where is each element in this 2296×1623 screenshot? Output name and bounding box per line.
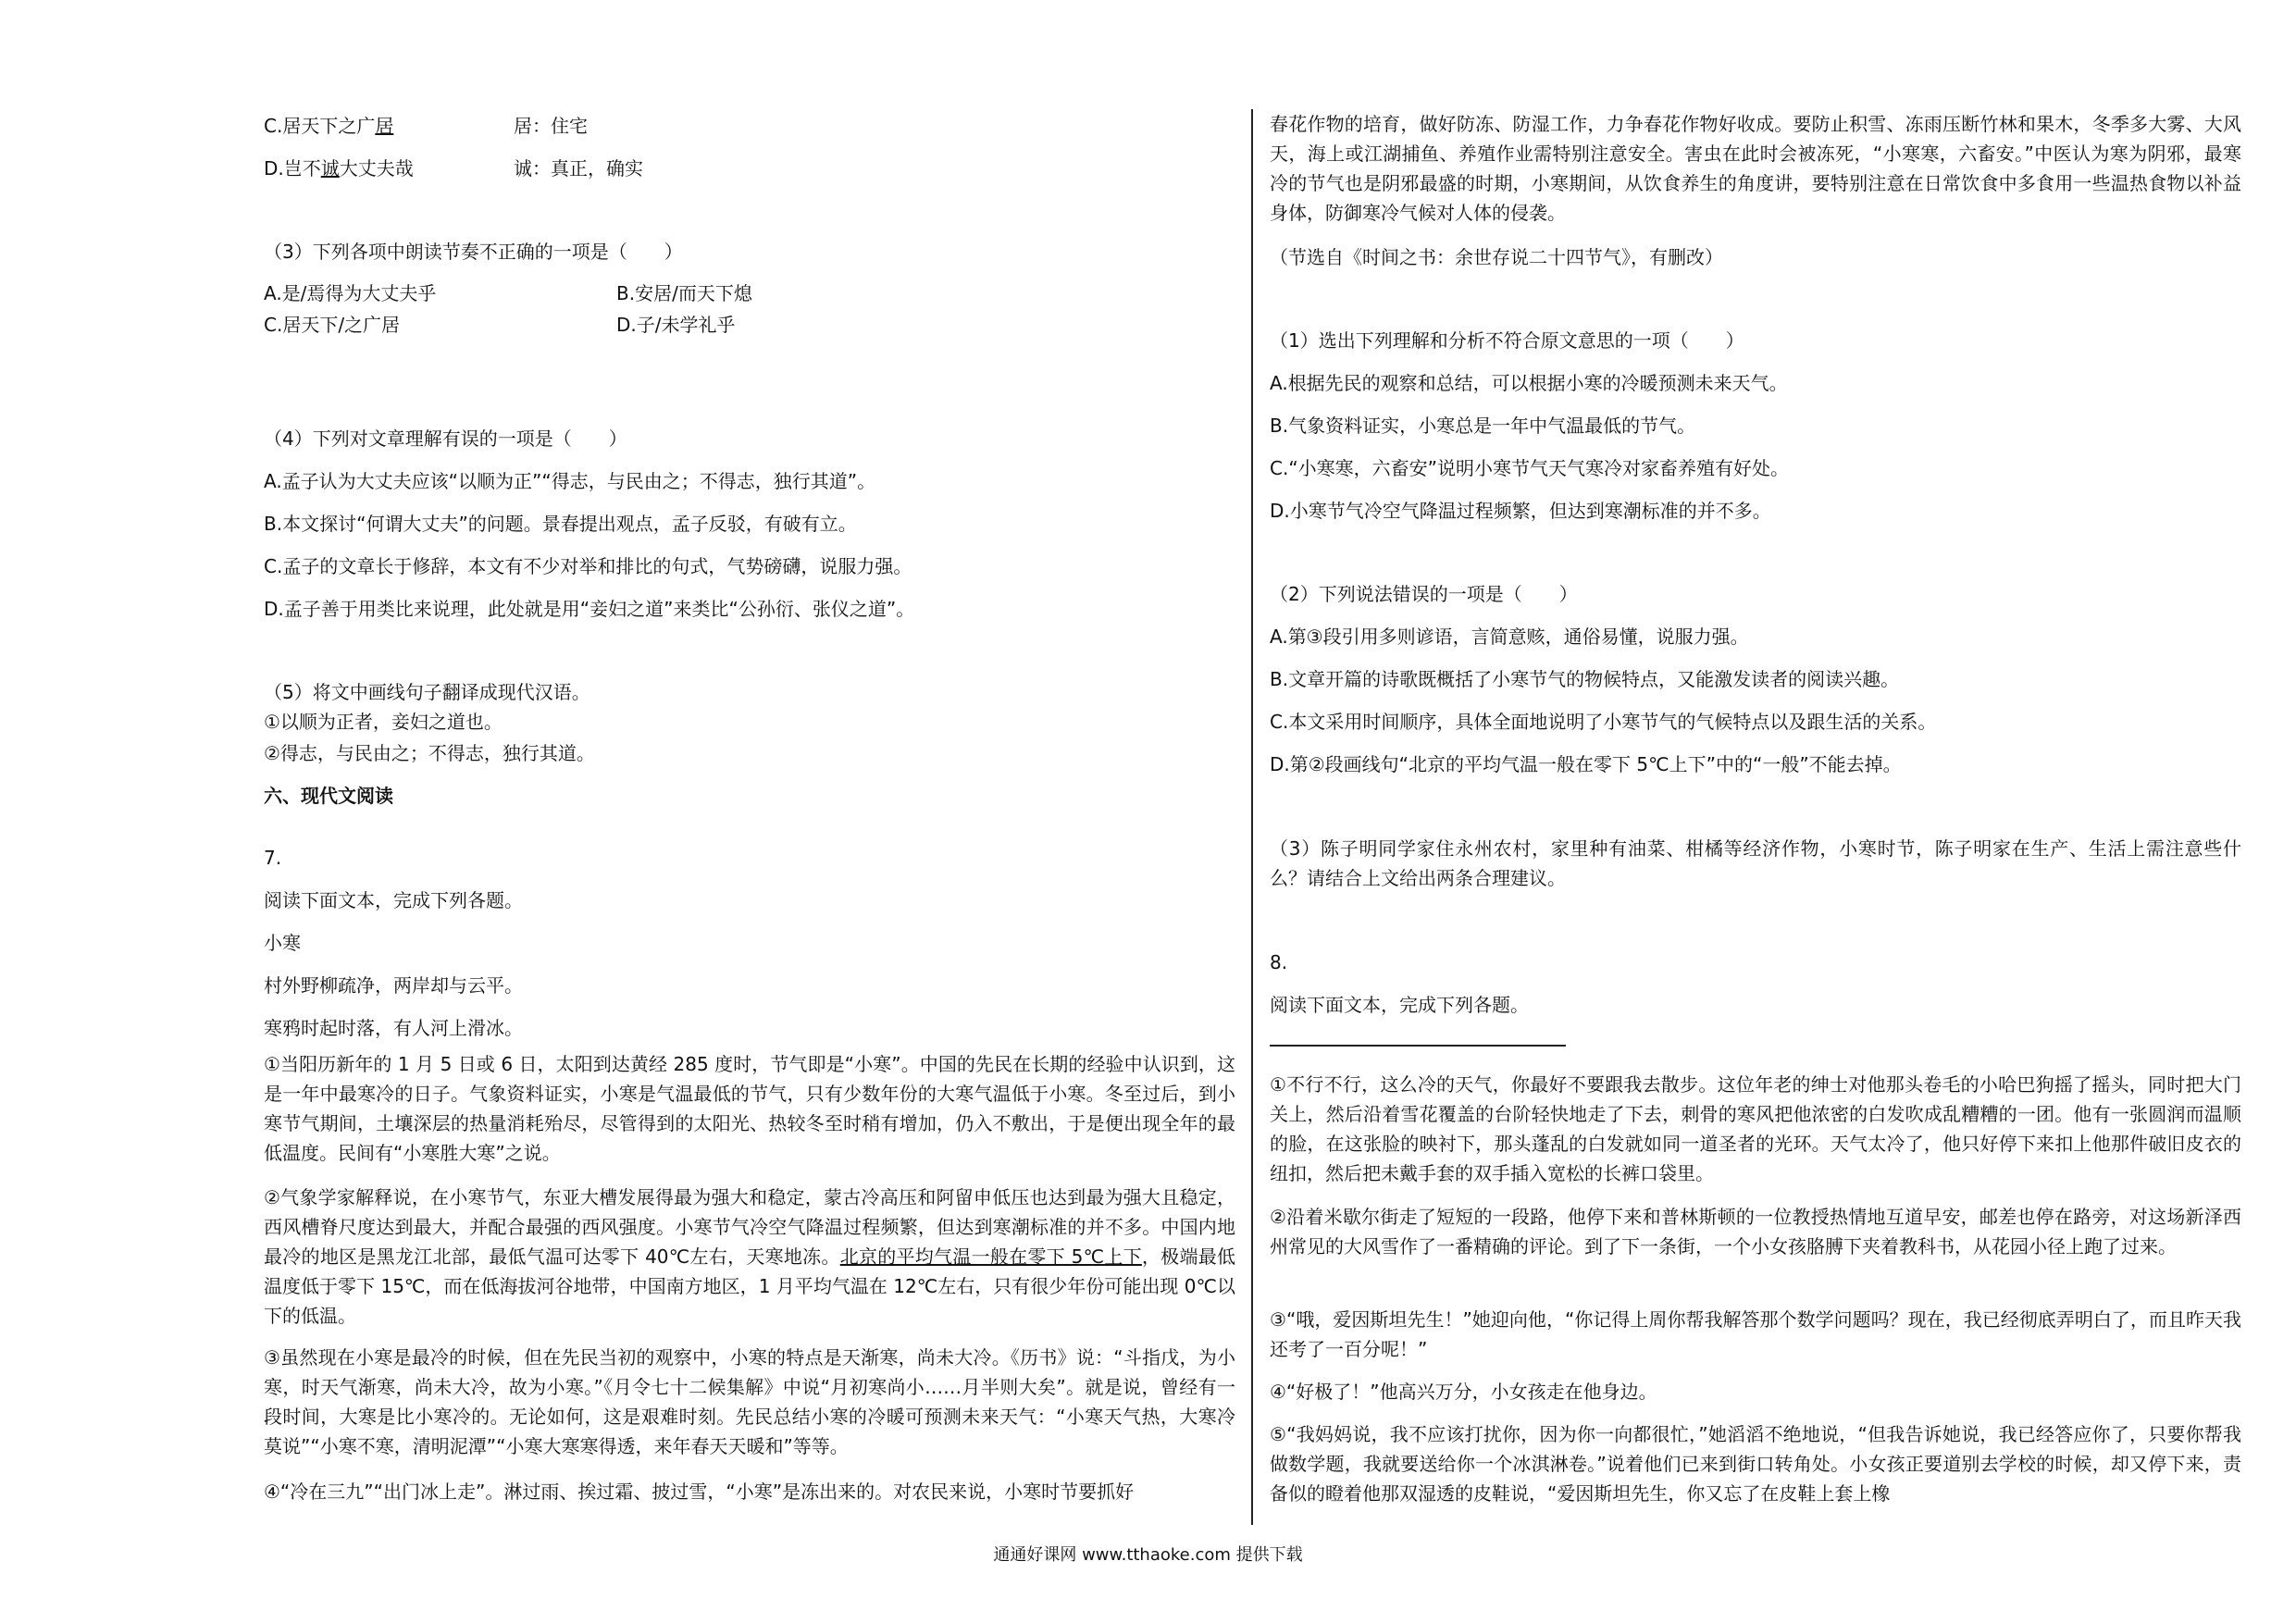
right-question-2-option-a: A.第③段引用多则谚语，言简意赅，通俗易懂，说服力强。: [1270, 626, 1749, 648]
article-paragraph-3: ③虽然现在小寒是最冷的时候，但在先民当初的观察中，小寒的特点是天渐寒，尚未大冷。《历书》说：“斗指戊，为小寒，时天气渐寒，尚未大冷，故为小寒。”《月令七十二候集解》中说“月初寒尚小……月半则大矣”。就是说，曾经有一段时间，大寒是比小寒冷的。无论如何，这是艰难时刻。先民总结小寒的冷暖可预测未来天气：“小寒天气热，大寒冷莫说”“小寒不寒，清明泥潭”“小寒大寒寒得透，来年春天天暖和”等等。: [264, 1346, 1235, 1457]
question-8-intro: 阅读下面文本，完成下列各题。: [1270, 994, 1529, 1016]
right-question-1-stem: （1）选出下列理解和分析不符合原文意思的一项（ ）: [1270, 329, 1744, 352]
question-4-option-c: C.孟子的文章长于修辞，本文有不少对举和排比的句式，气势磅礴，说服力强。: [264, 555, 912, 577]
question-5-sentence-1: ①以顺为正者，妾妇之道也。: [264, 711, 503, 733]
paragraph-2-text: ②气象学家解释说，在小寒节气，东亚大槽发展得最为强大和稳定，蒙古冷高压和阿留申低压也达到最为强大且稳定，西风槽脊尺度达到最大，并配合最强的西风强度。小寒节气冷空气降温过程频繁，但达到寒潮标准的并不多。中国内地最冷的地区是黑龙江北部，最低气温可达零下 40℃左右，天寒地冻。: [264, 1186, 1235, 1268]
story-paragraph-4: ④“好极了！”他高兴万分，小女孩走在他身边。: [1270, 1381, 1657, 1403]
question-4-option-b: B.本文探讨“何谓大丈夫”的问题。景春提出观点，孟子反驳，有破有立。: [264, 513, 857, 535]
footnote-rule: [1270, 1045, 1566, 1047]
right-question-2-option-d: D.第②段画线句“北京的平均气温一般在零下 5℃上下”中的“一般”不能去掉。: [1270, 753, 1902, 775]
question-5-sentence-2: ②得志，与民由之；不得志，独行其道。: [264, 742, 595, 764]
column-divider: [1251, 109, 1253, 1525]
right-question-1-option-d: D.小寒节气冷空气降温过程频繁，但达到寒潮标准的并不多。: [1270, 500, 1771, 522]
article-paragraph-4: ④“冷在三九”“出门冰上走”。淋过雨、挨过霜、披过雪，“小寒”是冻出来的。对农民来说，小寒时节要抓好: [264, 1481, 1135, 1503]
question-5-stem: （5）将文中画线句子翻译成现代汉语。: [264, 681, 590, 703]
question-7-intro: 阅读下面文本，完成下列各题。: [264, 889, 523, 911]
paragraph-2-text-post: ，极端最低温度低于零下 15℃，而在低海拔河谷地带，中国南方地区，1 月平均气温在 12℃左右，只有很少年份可能出现 0℃以下的低温。: [264, 1245, 1235, 1327]
story-paragraph-3: ③“哦，爱因斯坦先生！”她迎向他，“你记得上周你帮我解答那个数学问题吗？现在，我已经彻底弄明白了，而且昨天我还考了一百分呢！”: [1270, 1308, 2241, 1360]
question-8-number: 8.: [1270, 951, 1288, 973]
right-question-2-stem: （2）下列说法错误的一项是（ ）: [1270, 583, 1578, 605]
question-4-option-a: A.孟子认为大丈夫应该“以顺为正”“得志，与民由之；不得志，独行其道”。: [264, 470, 876, 492]
right-question-2-option-c: C.本文采用时间顺序，具体全面地说明了小寒节气的气候特点以及跟生活的关系。: [1270, 711, 1937, 733]
option-d-text-post: 大丈夫哉: [339, 157, 414, 180]
article-paragraph-1: ①当阳历新年的 1 月 5 日或 6 日，太阳到达黄经 285 度时，节气即是“小寒”。中国的先民在长期的经验中认识到，这是一年中最寒冷的日子。气象资料证实，小寒是气温最低的节气，只有少数年份的大寒气温低于小寒。冬至过后，到小寒节气期间，土壤深层的热量消耗殆尽，尽管得到的太阳光、热较冬至时稍有增加，仍入不敷出，于是便出现全年的最低温度。民间有“小寒胜大寒”之说。: [264, 1053, 1235, 1164]
option-c-underlined: 居: [375, 115, 394, 137]
poem-line-1: 村外野柳疏净，两岸却与云平。: [264, 974, 523, 997]
question-3-option-b: B.安居/而天下熄: [616, 282, 752, 304]
right-question-3: （3）陈子明同学家住永州农村，家里种有油菜、柑橘等经济作物，小寒时节，陈子明家在生产、生活上需注意些什么？请结合上文给出两条合理建议。: [1270, 837, 2241, 889]
question-4-option-d: D.孟子善于用类比来说理，此处就是用“妾妇之道”来类比“公孙衍、张仪之道”。: [264, 598, 915, 620]
question-3-stem: （3）下列各项中朗读节奏不正确的一项是（ ）: [264, 241, 683, 263]
option-c-text: C.居天下之广: [264, 115, 376, 137]
article-paragraph-2: [264, 1183, 1235, 1331]
question-3-option-d: D.子/未学礼乎: [616, 314, 736, 336]
right-question-1-option-a: A.根据先民的观察和总结，可以根据小寒的冷暖预测未来天气。: [1270, 372, 1788, 394]
right-question-1-option-b: B.气象资料证实，小寒总是一年中气温最低的节气。: [1270, 415, 1696, 437]
question-7-number: 7.: [264, 847, 282, 869]
page-footer: 通通好课网 www.tthaoke.com 提供下载: [993, 1545, 1303, 1565]
option-d-gloss: 诚：真正，确实: [514, 157, 643, 180]
article-title: 小寒: [264, 932, 301, 954]
right-question-2-option-b: B.文章开篇的诗歌既概括了小寒节气的物候特点，又能激发读者的阅读兴趣。: [1270, 668, 1900, 690]
question-3-option-a: A.是/焉得为大丈夫乎: [264, 282, 437, 304]
story-paragraph-2: ②沿着米歇尔街走了短短的一段路，他停下来和普林斯顿的一位教授热情地互道早安，邮差也停在路旁，对这场新泽西州常见的大风雪作了一番精确的评论。到了下一条街，一个小女孩胳膊下夹着教科书，从花园小径上跑了过来。: [1270, 1206, 2241, 1258]
option-d-line: [264, 157, 414, 180]
question-3-option-c: C.居天下/之广居: [264, 314, 401, 336]
option-d-text: D.岂不: [264, 157, 321, 180]
article-source: （节选自《时间之书：余世存说二十四节气》，有删改）: [1270, 246, 1723, 268]
section-6-heading: 六、现代文阅读: [264, 785, 393, 807]
story-paragraph-1: ①不行不行，这么冷的天气，你最好不要跟我去散步。这位年老的绅士对他那头卷毛的小哈巴狗摇了摇头，同时把大门关上，然后沿着雪花覆盖的台阶轻快地走了下去，刺骨的寒风把他浓密的白发吹成乱糟糟的一团。他有一张圆润而温顺的脸，在这张脸的映衬下，那头蓬乱的白发就如同一道圣者的光环。天气太冷了，他只好停下来扣上他那件破旧皮衣的纽扣，然后把未戴手套的双手插入宽松的长裤口袋里。: [1270, 1073, 2241, 1184]
option-d-underlined: 诚: [320, 157, 340, 180]
story-paragraph-5: ⑤“我妈妈说，我不应该打扰你，因为你一向都很忙，”她滔滔不绝地说，“但我告诉她说，我已经答应你了，只要你帮我做数学题，我就要送给你一个冰淇淋卷。”说着他们已来到街口转角处。小女孩正要道别去学校的时候，却又停下来，责备似的瞪着他那双湿透的皮鞋说，“爱因斯坦先生，你又忘了在皮鞋上套上橡: [1270, 1423, 2241, 1505]
paragraph-2-underlined-sentence: 北京的平均气温一般在零下 5℃上下: [839, 1245, 1142, 1268]
poem-line-2: 寒鸦时起时落，有人河上滑冰。: [264, 1017, 523, 1039]
article-paragraph-4-continued: 春花作物的培育，做好防冻、防湿工作，力争春花作物好收成。要防止积雪、冻雨压断竹林和果木，冬季多大雾、大风天，海上或江湖捕鱼、养殖作业需特别注意安全。害虫在此时会被冻死，“小寒寒，六畜安。”中医认为寒为阴邪，最寒冷的节气也是阴邪最盛的时期，小寒期间，从饮食养生的角度讲，要特别注意在日常饮食中多食用一些温热食物以补益身体，防御寒冷气候对人体的侵袭。: [1270, 113, 2241, 224]
option-c-line: [264, 115, 393, 137]
option-c-gloss: 居：住宅: [514, 115, 588, 137]
right-question-1-option-c: C.“小寒寒，六畜安”说明小寒节气天气寒冷对家畜养殖有好处。: [1270, 457, 1790, 479]
question-4-stem: （4）下列对文章理解有误的一项是（ ）: [264, 427, 627, 450]
